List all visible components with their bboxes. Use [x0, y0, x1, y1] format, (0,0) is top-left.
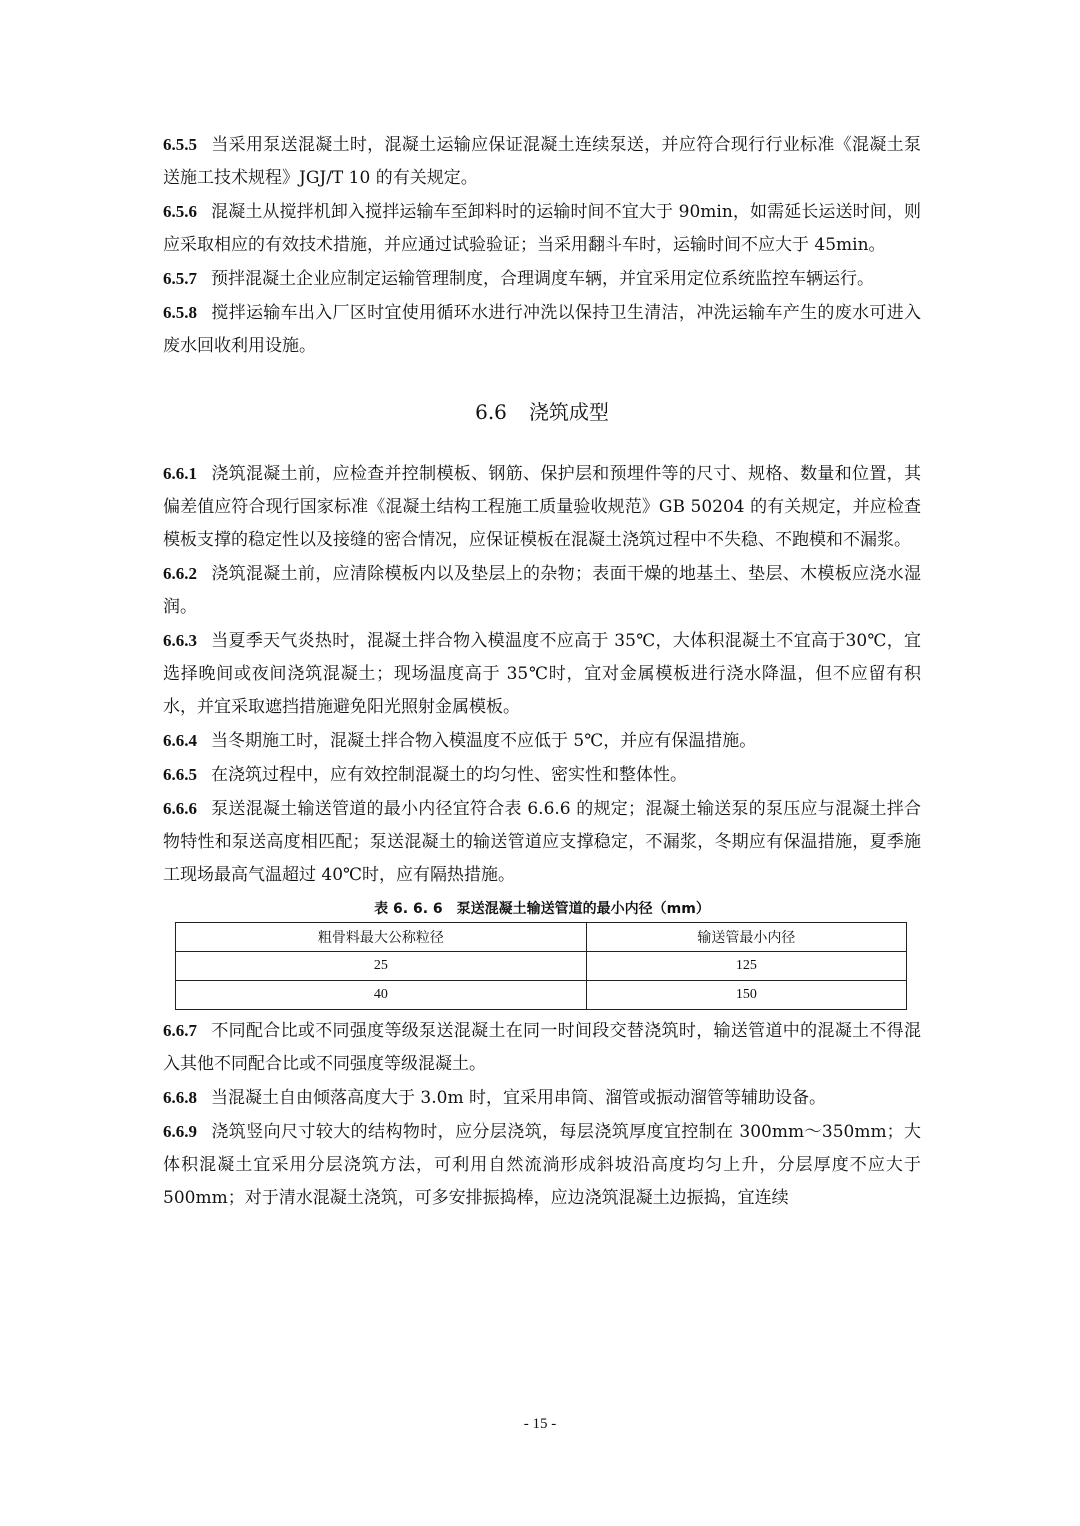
page-number: - 15 -: [523, 1416, 557, 1432]
clause-text: 当采用泵送混凝土时，混凝土运输应保证混凝土连续泵送，并应符合现行行业标准《混凝土泵送施工技术规程》JGJ/T 10 的有关规定。: [163, 135, 921, 188]
table-row: [176, 981, 907, 1010]
clause-text: 浇筑竖向尺寸较大的结构物时，应分层浇筑，每层浇筑厚度宜控制在 300mm～350mm；大体积混凝土宜采用分层浇筑方法，可利用自然流淌形成斜坡沿高度均匀上升，分层厚度不应大于 500mm；对于清水混凝土浇筑，可多安排振捣棒，应边浇筑混凝土边振捣，宜连续: [163, 1122, 921, 1208]
document-page: [163, 128, 921, 1215]
clause-6-6-4: [163, 724, 921, 758]
clause-text: 在浇筑过程中，应有效控制混凝土的均匀性、密实性和整体性。: [211, 765, 687, 785]
clause-6-6-3: [163, 624, 921, 724]
clause-text: 当混凝土自由倾落高度大于 3.0m 时，宜采用串筒、溜管或振动溜管等辅助设备。: [211, 1088, 826, 1108]
pipe-diameter-table: [175, 922, 907, 1010]
table-row: [176, 952, 907, 981]
table-header-cell: 输送管最小内径: [586, 923, 906, 952]
clause-text: 不同配合比或不同强度等级泵送混凝土在同一时间段交替浇筑时，输送管道中的混凝土不得混入其他不同配合比或不同强度等级混凝土。: [163, 1021, 921, 1074]
clause-6-5-5: [163, 128, 921, 195]
clause-6-5-8: [163, 296, 921, 363]
clause-number: 6.5.7: [163, 269, 197, 288]
section-number: 6.6: [475, 400, 507, 424]
section-title: 浇筑成型: [528, 400, 609, 424]
table-cell: 25: [176, 952, 587, 981]
clause-text: 浇筑混凝土前，应检查并控制模板、钢筋、保护层和预埋件等的尺寸、规格、数量和位置，其偏差值应符合现行国家标准《混凝土结构工程施工质量验收规范》GB 50204 的有关规定，并应检查模板支撑的稳定性以及接缝的密合情况，应保证模板在混凝土浇筑过程中不失稳、不跑模和不漏浆。: [163, 464, 921, 550]
clause-text: 预拌混凝土企业应制定运输管理制度，合理调度车辆，并宜采用定位系统监控车辆运行。: [211, 269, 874, 289]
clause-6-6-8: [163, 1081, 921, 1115]
clause-number: 6.6.4: [163, 731, 197, 750]
clause-6-6-5: [163, 758, 921, 792]
clause-number: 6.6.3: [163, 631, 197, 650]
clause-6-6-7: [163, 1014, 921, 1081]
clause-6-6-6: [163, 792, 921, 892]
clause-text: 混凝土从搅拌机卸入搅拌运输车至卸料时的运输时间不宜大于 90min，如需延长运送时间，则应采取相应的有效技术措施，并应通过试验验证；当采用翻斗车时，运输时间不应大于 45min。: [163, 202, 921, 255]
table-cell: 125: [586, 952, 906, 981]
clause-text: 当冬期施工时，混凝土拌合物入模温度不应低于 5℃，并应有保温措施。: [211, 731, 757, 751]
clause-6-6-1: [163, 457, 921, 557]
clause-6-6-2: [163, 557, 921, 624]
clause-number: 6.6.1: [163, 464, 197, 483]
clause-6-5-7: [163, 262, 921, 296]
clause-number: 6.5.5: [163, 135, 197, 154]
clause-number: 6.5.6: [163, 202, 197, 221]
section-heading: [163, 397, 921, 427]
clause-number: 6.6.5: [163, 765, 197, 784]
clause-number: 6.5.8: [163, 303, 197, 322]
clause-text: 浇筑混凝土前，应清除模板内以及垫层上的杂物；表面干燥的地基土、垫层、木模板应浇水湿润。: [163, 564, 921, 617]
table-header-row: [176, 923, 907, 952]
clause-number: 6.6.9: [163, 1122, 197, 1141]
clause-number: 6.6.7: [163, 1021, 197, 1040]
clause-number: 6.6.8: [163, 1088, 197, 1107]
clause-text: 搅拌运输车出入厂区时宜使用循环水进行冲洗以保持卫生清洁，冲洗运输车产生的废水可进入废水回收利用设施。: [163, 303, 921, 356]
table-header-cell: 粗骨料最大公称粒径: [176, 923, 587, 952]
table-cell: 40: [176, 981, 587, 1010]
clause-number: 6.6.2: [163, 564, 197, 583]
clause-number: 6.6.6: [163, 799, 197, 818]
clause-text: 当夏季天气炎热时，混凝土拌合物入模温度不应高于 35℃，大体积混凝土不宜高于30℃，宜选择晚间或夜间浇筑混凝土；现场温度高于 35℃时，宜对金属模板进行浇水降温，但不应留有积水，并宜采取遮挡措施避免阳光照射金属模板。: [163, 631, 921, 717]
clause-6-6-9: [163, 1115, 921, 1215]
table-cell: 150: [586, 981, 906, 1010]
clause-6-5-6: [163, 195, 921, 262]
table-caption: 表 6. 6. 6 泵送混凝土输送管道的最小内径（mm）: [374, 901, 710, 917]
clause-text: 泵送混凝土输送管道的最小内径宜符合表 6.6.6 的规定；混凝土输送泵的泵压应与混凝土拌合物特性和泵送高度相匹配；泵送混凝土的输送管道应支撑稳定，不漏浆，冬期应有保温措施，夏季施工现场最高气温超过 40℃时，应有隔热措施。: [163, 799, 921, 885]
